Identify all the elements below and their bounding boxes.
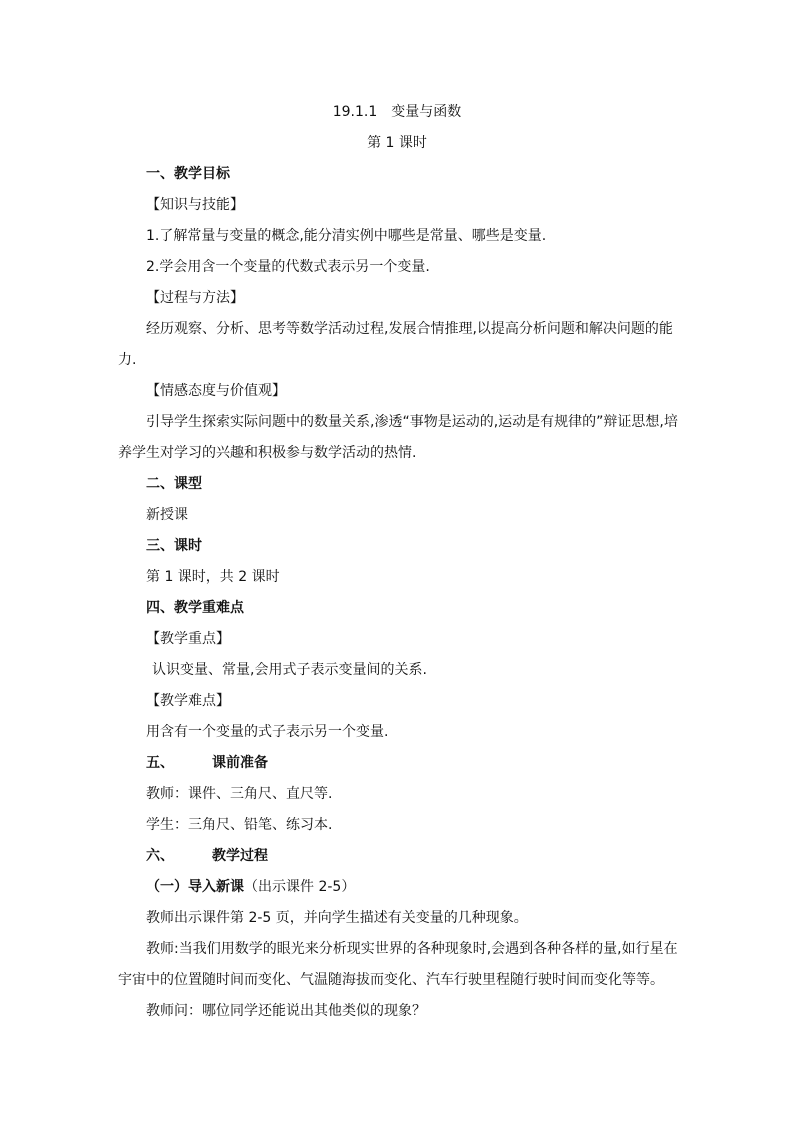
section-heading-key-points: 四、教学重难点 [146,600,244,616]
lesson-type-text: 新授课 [146,507,188,523]
emotion-values-text: 引导学生探索实际问题中的数量关系,渗透“事物是运动的,运动是有规律的”辩证思想,培养学生对学习的兴趣和积极参与数学活动的热情. [118,414,678,461]
preparation-student: 学生：三角尺、铅笔、练习本. [146,817,333,833]
subsection-introduction [0,877,794,897]
label-process-method: 【过程与方法】 [146,290,244,306]
label-knowledge-skills: 【知识与技能】 [146,197,244,213]
subsection-introduction-title: （一）导入新课 [146,879,244,895]
subsection-introduction-note: （出示课件 2-5） [244,879,356,895]
process-method-text: 经历观察、分析、思考等数学活动过程,发展合情推理,以提高分析问题和解决问题的能力. [118,321,673,368]
section-heading-class-hours: 三、课时 [146,538,202,554]
label-teaching-focus: 【教学重点】 [146,631,230,647]
teaching-difficulty-text: 用含有一个变量的式子表示另一个变量. [146,724,389,740]
section-title-preparation: 课前准备 [212,755,268,771]
section-number-6: 六、 [146,848,174,864]
label-emotion-values: 【情感态度与价值观】 [146,383,286,399]
preparation-teacher: 教师：课件、三角尺、直尺等. [146,786,333,802]
section-number-5: 五、 [146,755,174,771]
doc-subtitle: 第 1 课时 [367,135,427,151]
intro-line-1: 教师出示课件第 2-5 页，并向学生描述有关变量的几种现象。 [146,910,528,926]
section-heading-lesson-type: 二、课型 [146,476,202,492]
class-hours-text: 第 1 课时，共 2 课时 [146,569,280,585]
objective-item-2: 2.学会用含一个变量的代数式表示另一个变量. [146,259,430,275]
label-teaching-difficulty: 【教学难点】 [146,693,230,709]
section-heading-teaching-process [0,846,794,866]
intro-paragraph: 教师:当我们用数学的眼光来分析现实世界的各种现象时,会遇到各种各样的量,如行星在宇宙中的位置随时间而变化、气温随海拔而变化、汽车行驶里程随行驶时间而变化等等。 [118,941,678,988]
objective-item-1: 1.了解常量与变量的概念,能分清实例中哪些是常量、哪些是变量. [146,228,547,244]
section-heading-preparation [0,753,794,773]
teaching-focus-text: 认识变量、常量,会用式子表示变量间的关系. [152,662,427,678]
section-title-teaching-process: 教学过程 [212,848,268,864]
intro-question: 教师问：哪位同学还能说出其他类似的现象？ [146,1003,426,1019]
section-heading-objectives: 一、教学目标 [146,166,230,182]
doc-title: 19.1.1 变量与函数 [332,104,462,120]
